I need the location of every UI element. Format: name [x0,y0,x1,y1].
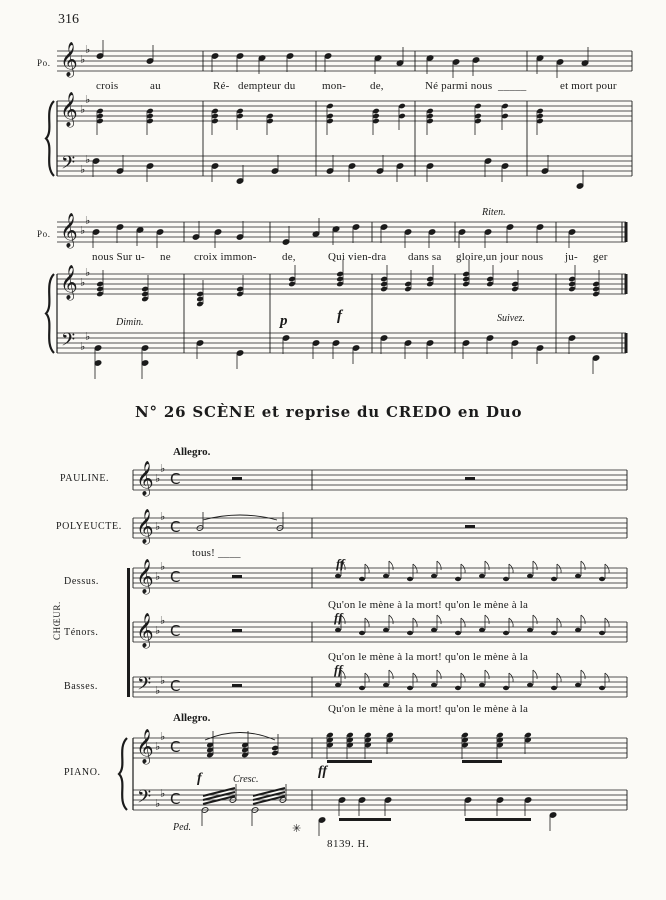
note-flag [413,618,417,627]
staff-label-piano: PIANO. [64,767,101,778]
note-flag [605,618,609,627]
notehead [479,574,485,578]
bass-clef: 𝄢 [137,787,152,812]
flat-sign: ♭ [155,520,161,533]
dynamic-f: f [337,308,342,324]
common-time-signature: C [170,622,181,640]
dimin-marking: Dimin. [116,317,144,328]
note-flag [485,615,489,624]
note-flag [365,564,369,573]
flat-sign: ♭ [80,224,86,237]
staff-label-pauline: PAULINE. [60,473,110,484]
chorus-dynamic-ff: ff [334,662,343,677]
notehead [551,631,557,635]
page-number: 316 [58,12,79,27]
staff-label-dessus: Dessus. [64,576,100,587]
note-flag [437,670,441,679]
notehead [599,577,605,581]
flat-sign: ♭ [85,330,91,343]
common-time-signature: C [170,568,181,586]
notehead [455,686,461,690]
treble-clef: 𝄞 [136,729,154,764]
flat-sign: ♭ [80,276,86,289]
flat-sign: ♭ [155,624,161,637]
chorus-bracket [127,568,130,697]
flat-sign: ♭ [160,787,166,800]
note-flag [485,670,489,679]
notehead [431,683,437,687]
notehead [551,577,557,581]
note-flag [485,561,489,570]
note-flag [557,618,561,627]
piano-tempo-marking: Allegro. [173,712,211,724]
whole-rest [232,477,242,480]
notehead [359,631,365,635]
flat-sign: ♭ [80,340,86,353]
notehead [599,686,605,690]
notehead [359,577,365,581]
staff-label-tenors: Ténors. [64,627,99,638]
treble-clef: 𝄞 [60,265,78,300]
note-flag [509,564,513,573]
notehead [599,631,605,635]
flat-sign: ♭ [85,214,91,227]
beam [339,818,391,821]
note-flag [605,564,609,573]
lyric: mon- [322,80,347,92]
system2-voice-label: Po. [37,229,51,239]
notehead [407,631,413,635]
note-flag [365,673,369,682]
notehead [335,574,341,578]
flat-sign: ♭ [160,462,166,475]
lyric: _____ [498,80,527,92]
lyric: nous Sur u- [92,251,145,263]
treble-clef: 𝄞 [60,42,78,77]
notehead [479,628,485,632]
note-flag [461,564,465,573]
chorus-lyric-dessus: Qu'on le mène à la mort! qu'on le mène à la [328,599,529,611]
note-flag [533,561,537,570]
flat-sign: ♭ [85,266,91,279]
treble-clef: 𝄞 [136,461,154,496]
system1-voice-label: Po. [37,58,51,68]
plate-number: 8139. H. [327,838,370,850]
lyric: Né parmi nous [425,80,493,92]
chorus-dynamic-ff: ff [334,610,343,625]
lyric: dans sa [408,251,442,263]
note-flag [389,615,393,624]
note-flag [389,561,393,570]
lyric: crois [96,80,119,92]
staff-label-choeur: CHŒUR. [52,601,62,640]
brace [46,101,54,176]
flat-sign: ♭ [160,510,166,523]
section-title: N° 26 SCÈNE et reprise du CREDO en Duo [135,403,523,421]
notehead [551,686,557,690]
common-time-signature: C [170,738,181,756]
note-flag [557,564,561,573]
chorus-dynamic-ff: ff [336,556,345,571]
notehead [575,683,581,687]
note-flag [365,618,369,627]
dynamic-p: p [280,313,288,329]
notehead [407,577,413,581]
lyric: Qui vien-dra [328,251,387,263]
notehead [359,686,365,690]
beam [327,760,372,763]
note-flag [605,673,609,682]
notehead [335,628,341,632]
brace [46,274,54,353]
notehead [383,628,389,632]
notehead [383,574,389,578]
whole-rest [465,477,475,480]
whole-rest [232,629,242,632]
notehead [527,628,533,632]
lyric: ger [593,251,608,263]
cresc-marking: Cresc. [233,774,259,785]
chorus-lyric-basses: Qu'on le mène à la mort! qu'on le mène à la [328,703,529,715]
flat-sign: ♭ [85,43,91,56]
flat-sign: ♭ [160,560,166,573]
common-time-signature: C [170,677,181,695]
notehead [575,628,581,632]
staff-label-basses: Basses. [64,681,98,692]
lyric: ne [160,251,171,263]
whole-rest [232,684,242,687]
lyric: ju- [565,251,578,263]
note-flag [413,564,417,573]
note-flag [389,670,393,679]
note-flag [461,618,465,627]
flat-sign: ♭ [80,103,86,116]
treble-clef: 𝄞 [136,559,154,594]
notehead [335,683,341,687]
common-time-signature: C [170,790,181,808]
lyric: de, [282,251,296,263]
notehead [431,574,437,578]
whole-rest [232,575,242,578]
notehead [383,683,389,687]
flat-sign: ♭ [160,614,166,627]
note-flag [581,615,585,624]
lyric: Ré- [213,80,230,92]
flat-sign: ♭ [160,730,166,743]
notehead [527,683,533,687]
notehead [527,574,533,578]
whole-rest [465,525,475,528]
flat-sign: ♭ [80,53,86,66]
note-flag [557,673,561,682]
note-flag [581,670,585,679]
note-flag [437,561,441,570]
notehead [455,631,461,635]
piano-dynamic-ff: ff [318,764,328,779]
pedal-release-mark: ✳ [292,823,302,835]
common-time-signature: C [170,518,181,536]
flat-sign: ♭ [155,684,161,697]
flat-sign: ♭ [155,472,161,485]
notehead [575,574,581,578]
tie [203,515,277,520]
lyric: gloire,un jour nous [456,251,544,263]
beam [462,760,502,763]
pedal-marking: Ped. [173,822,192,833]
riten-marking: Riten. [482,207,506,218]
note-flag [509,673,513,682]
treble-clef: 𝄞 [60,92,78,127]
chorus-lyric-tenors: Qu'on le mène à la mort! qu'on le mène à la [328,651,529,663]
flat-sign: ♭ [155,740,161,753]
treble-clef: 𝄞 [136,509,154,544]
flat-sign: ♭ [85,153,91,166]
piano-dynamic-f: f [197,771,202,786]
note-flag [461,673,465,682]
note-flag [413,673,417,682]
notehead [455,577,461,581]
flat-sign: ♭ [160,674,166,687]
notehead [407,686,413,690]
tempo-marking: Allegro. [173,446,211,458]
bass-clef: 𝄢 [61,330,76,355]
notehead [503,631,509,635]
lyric: au [150,80,161,92]
note-flag [581,561,585,570]
lyric: de, [370,80,384,92]
tie [205,733,275,741]
bass-clef: 𝄢 [61,153,76,178]
lyric: et mort pour [560,80,617,92]
flat-sign: ♭ [155,797,161,810]
flat-sign: ♭ [155,570,161,583]
staff-label-polyeucte: POLYEUCTE. [56,521,122,532]
note-flag [533,615,537,624]
lyric: dempteur du [238,80,296,92]
note-flag [509,618,513,627]
flat-sign: ♭ [80,163,86,176]
suivez-marking: Suivez. [497,313,526,324]
polyeucte-lyric: tous! ____ [192,547,241,559]
treble-clef: 𝄞 [136,613,154,648]
brace [119,738,127,810]
notehead [503,577,509,581]
notehead [503,686,509,690]
flat-sign: ♭ [85,93,91,106]
note-flag [437,615,441,624]
notehead [479,683,485,687]
common-time-signature: C [170,470,181,488]
notehead [431,628,437,632]
bass-clef: 𝄢 [137,674,152,699]
treble-clef: 𝄞 [60,213,78,248]
beam [465,818,531,821]
note-flag [533,670,537,679]
lyric: croix immon- [194,251,257,263]
